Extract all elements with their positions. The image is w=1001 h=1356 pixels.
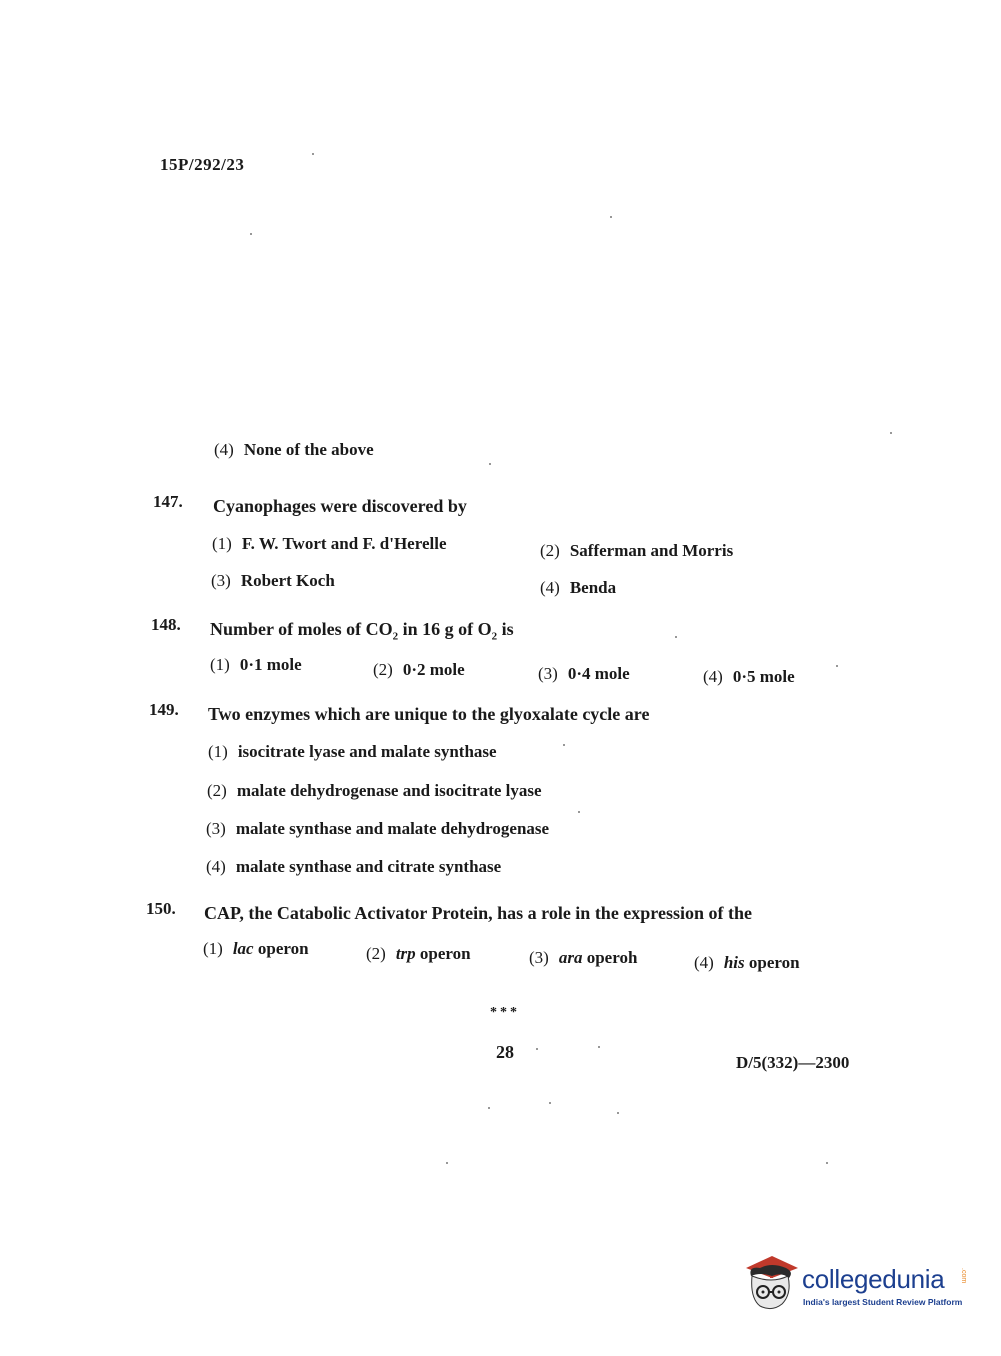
collegedunia-logo [742, 1250, 972, 1320]
question-150-text: CAP, the Catabolic Activator Protein, has a role in the expression of the [204, 903, 752, 923]
question-147-option-1: (1) F. W. Twort and F. d'Herelle [212, 534, 447, 553]
option-number: (4) [214, 440, 234, 459]
question-147-option-4: (4) Benda [540, 578, 617, 597]
question-149-option-2: (2) malate dehydrogenase and isocitrate lyase [207, 781, 542, 800]
paper-code: 15P/292/23 [160, 155, 245, 174]
question-148-number: 148. [151, 615, 181, 634]
question-149-option-3: (3) malate synthase and malate dehydrogenase [206, 819, 550, 838]
page-number: 28 [496, 1042, 514, 1062]
footer-code: D/5(332)—2300 [736, 1053, 850, 1072]
question-150-option-4: (4) his operon [694, 953, 800, 972]
question-149-text: Two enzymes which are unique to the glyoxalate cycle are [208, 704, 650, 724]
question-147-text: Cyanophages were discovered by [213, 496, 467, 516]
question-148-option-1: (1) 0·1 mole [210, 655, 302, 674]
question-150-number: 150. [146, 899, 176, 918]
prev-option-4 [214, 440, 374, 460]
question-149-option-4: (4) malate synthase and citrate synthase [206, 857, 502, 876]
end-stars: *** [490, 1005, 520, 1020]
question-148-text: Number of moles of $CO_2$ in 16 g of $O_2$ is [210, 619, 514, 643]
question-147-option-3: (3) Robert Koch [211, 571, 335, 590]
question-150-option-1: (1) lac operon [203, 939, 309, 958]
question-150-option-2: (2) trp operon [366, 944, 471, 963]
logo-tagline: India's largest Student Review Platform [803, 1297, 963, 1307]
question-147-number: 147. [153, 492, 183, 511]
question-149-option-1: (1) isocitrate lyase and malate synthase [208, 742, 497, 761]
logo-suffix: .com [960, 1268, 967, 1284]
question-149-number: 149. [149, 700, 179, 719]
option-text: None of the above [243, 440, 374, 459]
question-148-option-3: (3) 0·4 mole [538, 664, 630, 683]
question-148-option-4: (4) 0·5 mole [703, 667, 795, 686]
question-148-option-2: (2) 0·2 mole [373, 660, 465, 679]
question-150-option-3: (3) ara operoh [529, 948, 638, 967]
collegedunia-mascot-icon [742, 1254, 800, 1312]
question-147-option-2: (2) Safferman and Morris [540, 541, 734, 560]
logo-wordmark: collegedunia [802, 1264, 945, 1294]
